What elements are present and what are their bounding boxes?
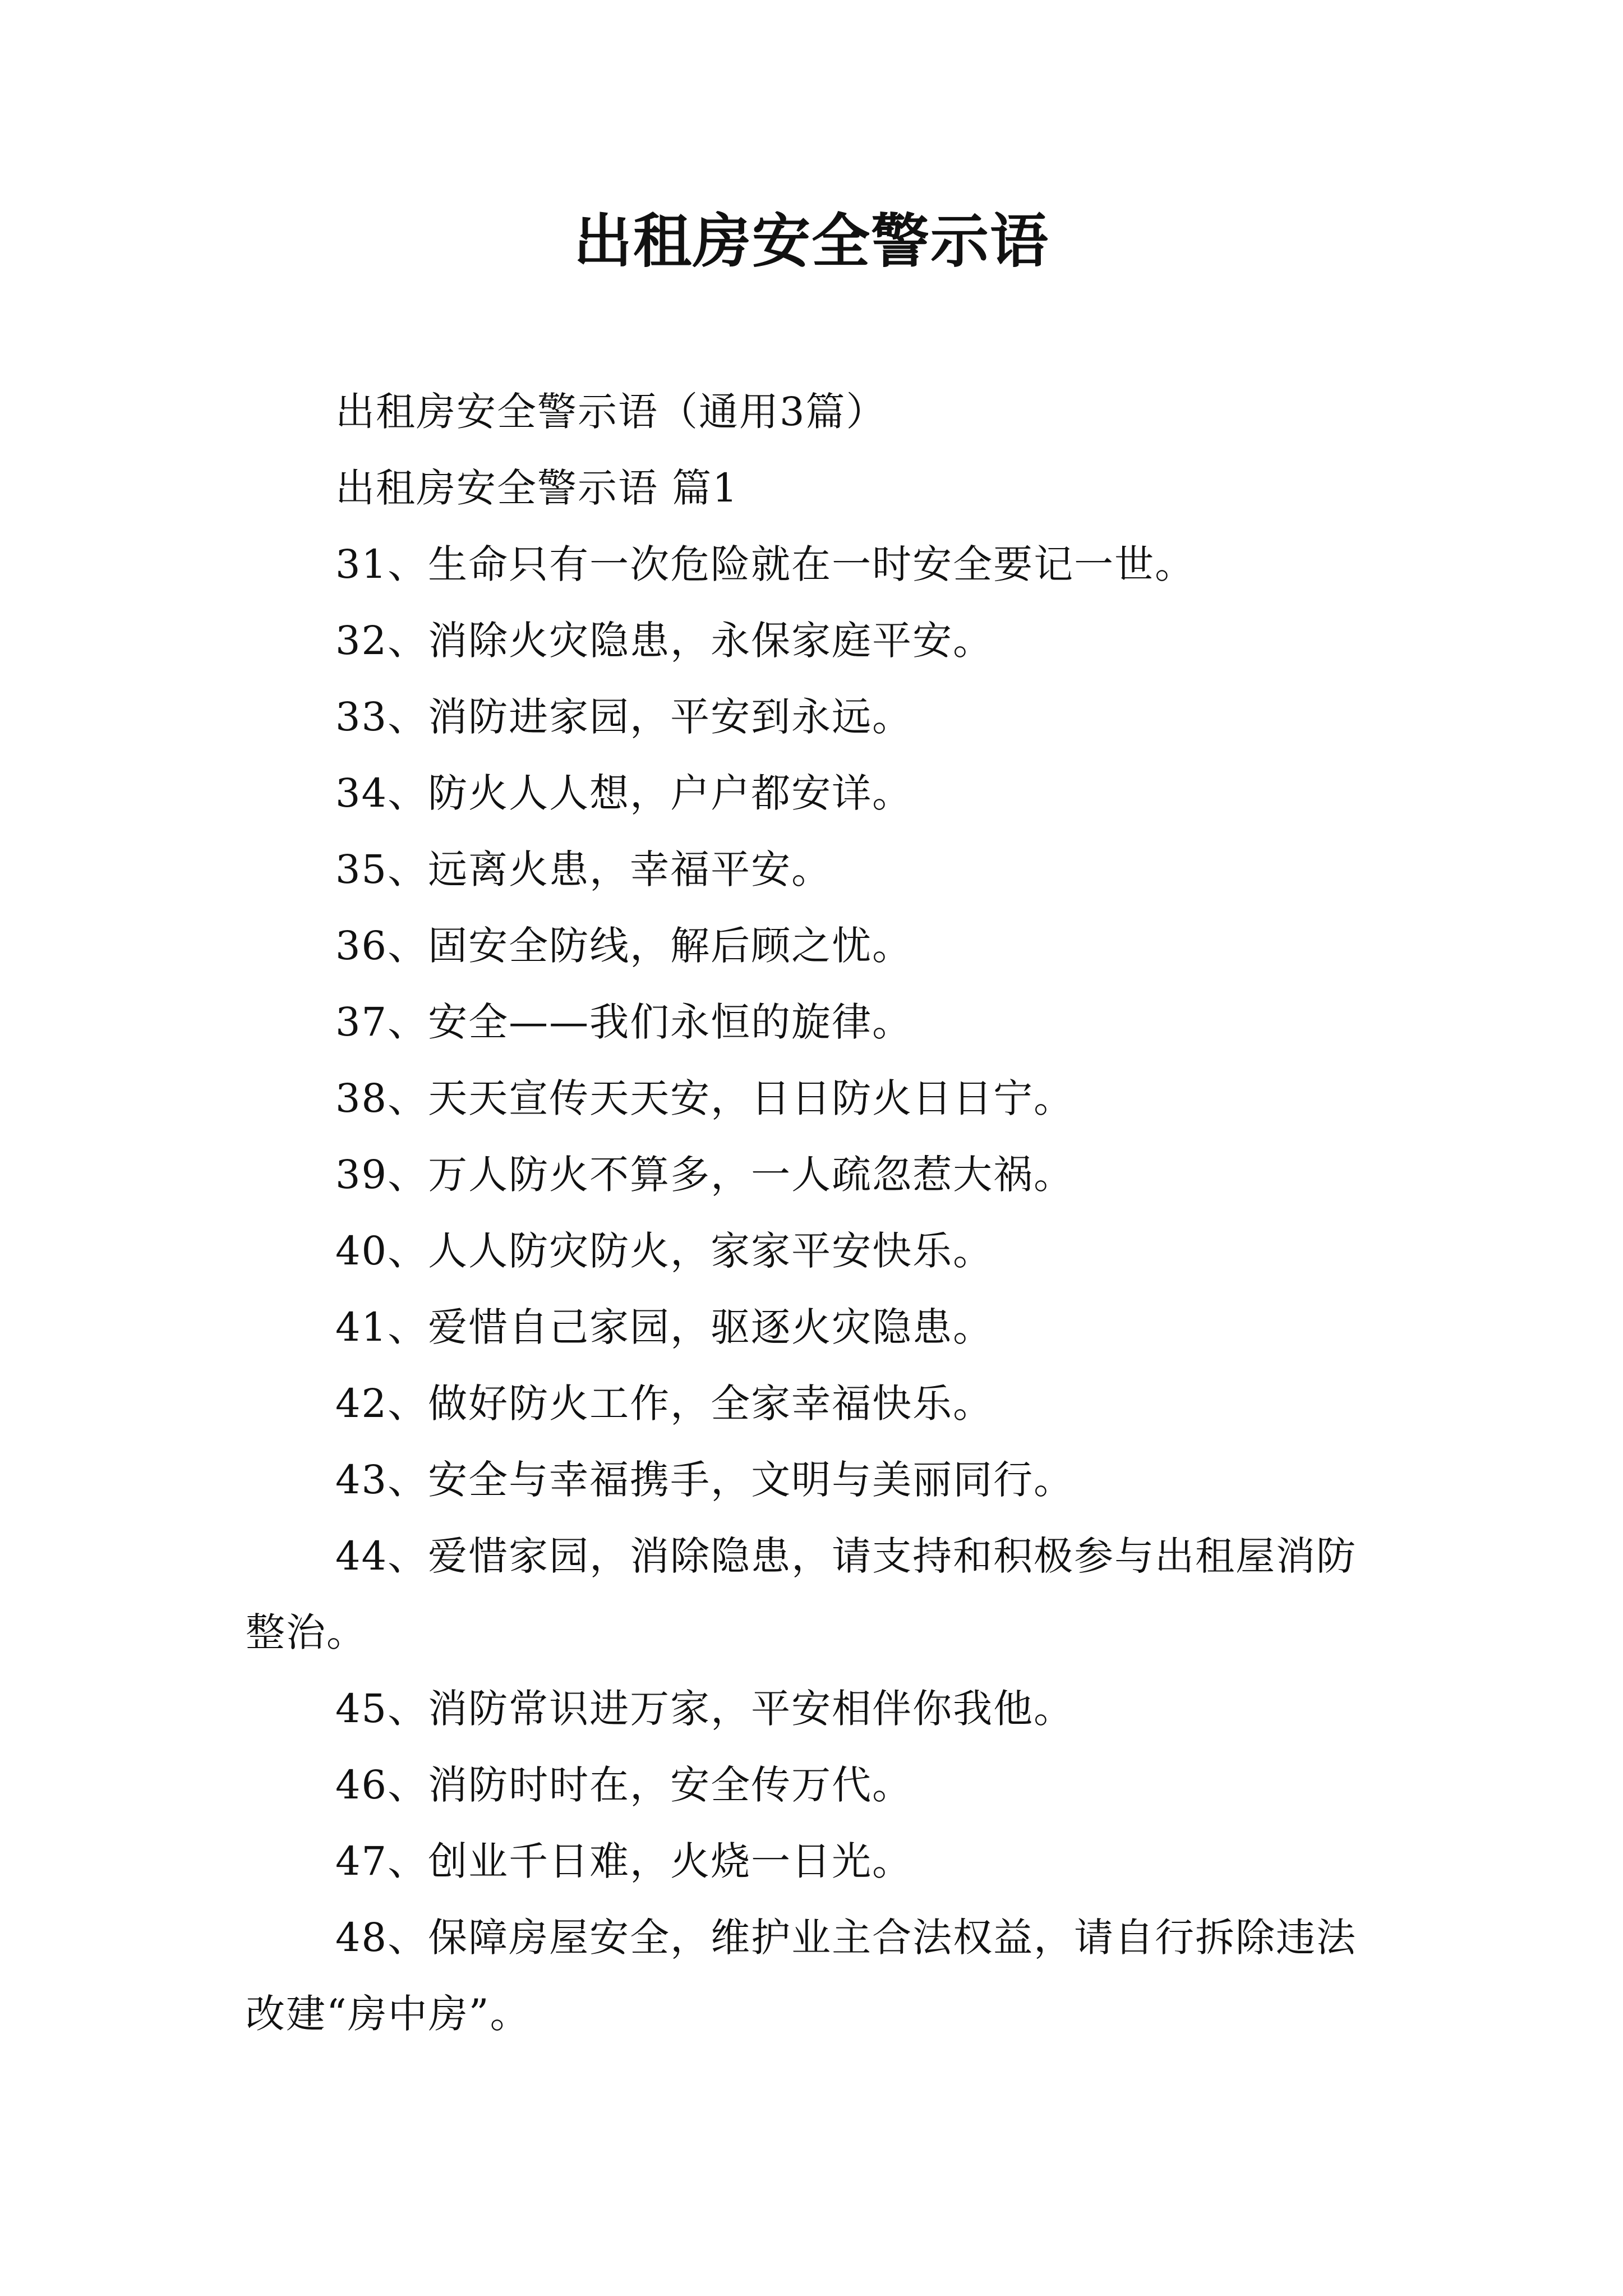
slogan-item: 45、消防常识进万家，平安相伴你我他。 <box>335 1686 1075 1732</box>
slogan-item: 44、爱惜家园，消除隐患，请支持和积极参与出租屋消防整治。 <box>246 1533 1357 1655</box>
slogan-item: 41、爱惜自己家园，驱逐火灾隐患。 <box>335 1304 994 1350</box>
section-heading: 出租房安全警示语 篇1 <box>335 465 739 511</box>
slogan-item: 33、消防进家园，平安到永远。 <box>335 694 913 740</box>
slogan-item: 35、远离火患，幸福平安。 <box>335 846 832 892</box>
slogan-item: 31、生命只有一次危险就在一时安全要记一世。 <box>335 541 1196 587</box>
slogan-item: 37、安全——我们永恒的旋律。 <box>335 999 913 1045</box>
document-body <box>246 374 1384 2052</box>
document-title: 出租房安全警示语 <box>573 206 1049 275</box>
slogan-item: 47、创业千日难，火烧一日光。 <box>335 1838 913 1884</box>
slogan-item: 46、消防时时在，安全传万代。 <box>335 1762 913 1808</box>
slogan-item: 34、防火人人想，户户都安详。 <box>335 770 913 816</box>
slogan-item: 36、固安全防线，解后顾之忧。 <box>335 923 913 969</box>
slogan-item: 32、消除火灾隐患，永保家庭平安。 <box>335 618 994 664</box>
slogan-item: 42、做好防火工作，全家幸福快乐。 <box>335 1381 994 1427</box>
slogan-item: 38、天天宣传天天安，日日防火日日宁。 <box>335 1075 1075 1121</box>
slogan-item: 40、人人防灾防火，家家平安快乐。 <box>335 1228 994 1274</box>
slogan-item: 43、安全与幸福携手，文明与美丽同行。 <box>335 1457 1075 1503</box>
slogan-item: 39、万人防火不算多，一人疏忽惹大祸。 <box>335 1152 1075 1198</box>
slogan-item: 48、保障房屋安全，维护业主合法权益，请自行拆除违法改建“房中房”。 <box>246 1915 1357 2037</box>
subtitle-paragraph: 出租房安全警示语（通用3篇） <box>335 389 887 435</box>
